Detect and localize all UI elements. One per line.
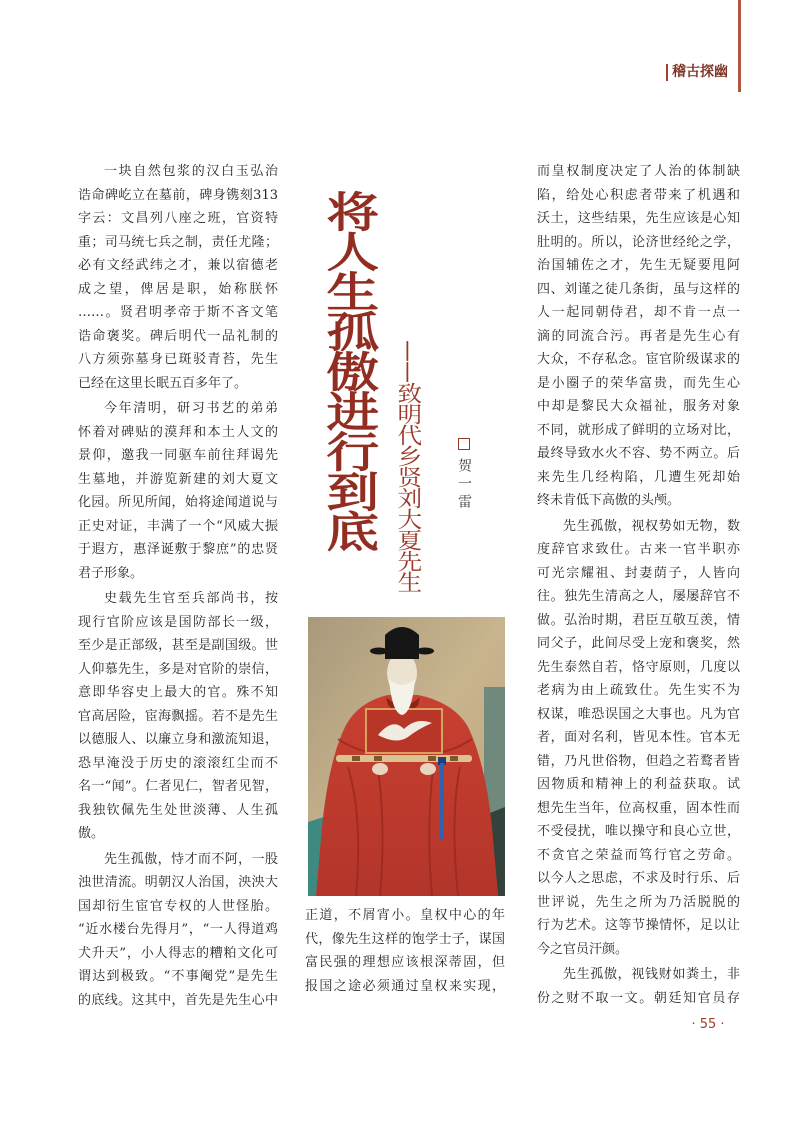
text-line: 先生孤傲，视权势如无物，数: [563, 518, 740, 534]
text-line: 四、刘谨之徒几条街，虽与这样的: [537, 281, 740, 297]
text-line: 终未肯低下高傲的头颅。: [537, 493, 681, 508]
text-line: 我独钦佩先生处世淡薄、人生孤: [78, 802, 278, 818]
page-edge-line: [738, 0, 741, 92]
text-line: 大众，不存私念。宦官阶级谋求的: [537, 352, 740, 367]
middle-column: [305, 904, 505, 998]
text-line: 正史对证，丰满了一个“风威大振: [78, 518, 278, 534]
text-line: 者，面对名利，皆见本性。官本无: [537, 730, 740, 745]
paragraph: [537, 963, 740, 1010]
text-line: 今年清明，研习书艺的弟弟: [104, 401, 278, 416]
hat: [385, 627, 419, 659]
text-line: 做。弘治时期，君臣互敬互羡，情: [537, 612, 740, 628]
text-line: 一块自然包浆的汉白玉弘治: [104, 164, 278, 179]
section-marker-bar: [666, 64, 668, 81]
text-line: 今之官员汗颜。: [537, 941, 629, 957]
hat-wing-right: [416, 648, 434, 655]
text-line: 是小圈子的荣华富贵，而先生心: [537, 375, 740, 391]
text-line: 不同，就形成了鲜明的立场对比，: [537, 422, 740, 438]
text-line: “近水楼台先得月”，“一人得道鸡: [78, 922, 278, 937]
right-column: [537, 160, 740, 1010]
text-line: 名一“闻”。仁者见仁，智者见智，: [78, 779, 278, 794]
text-line: 陷，给处心积虑者带来了机遇和: [537, 187, 740, 203]
text-line: 来先生几经构陷，几遭生死却始: [537, 469, 740, 485]
text-line: 以德服人、以廉立身和激流知退，: [78, 732, 278, 747]
text-line: 度辞官求致仕。古来一官半职亦: [537, 542, 740, 557]
left-column: [78, 160, 278, 1012]
text-line: 滴的同流合污。再者是先生心有: [537, 328, 740, 344]
text-line: 权谋，唯恐误国之大事也。凡为官: [537, 706, 740, 722]
text-line: 报国之途必须通过皇权来实现，: [305, 978, 505, 994]
text-line: 字云：文昌列八座之班，官资特: [78, 211, 278, 226]
text-line: 而皇权制度决定了人治的体制缺: [537, 164, 740, 179]
text-line: 因物质和精神上的利益获取。试: [537, 777, 740, 792]
text-line: 先生泰然自若，恪守原则，几度以: [537, 659, 740, 675]
paragraph: [78, 587, 278, 846]
page-number: · 55 ·: [691, 1017, 725, 1032]
text-line: 的底线。这其中，首先是先生心中: [78, 992, 278, 1008]
text-line: 行为艺术。这等节操情怀，足以让: [537, 918, 740, 933]
text-line: 先生孤傲，视钱财如粪土，非: [563, 967, 740, 982]
text-line: 错，乃凡世俗物，但趋之若鹜者皆: [537, 753, 740, 769]
text-line: 往。独先生清高之人，屡屡辞官不: [537, 589, 740, 604]
text-line: 成之望，俾居是职，始称朕怀: [78, 281, 278, 297]
text-line: 诰命褒奖。碑后明代一品礼制的: [78, 328, 278, 344]
text-line: 现行官阶应该是国防部长一级，: [78, 614, 278, 630]
text-line: 必有文经武纬之才，兼以宿德老: [78, 258, 278, 273]
text-line: 傲。: [78, 826, 105, 841]
text-line: 化园。所见所闻，始将途闻道说与: [78, 495, 278, 510]
text-line: 以今人之思虑，不求及时行乐、后: [537, 871, 740, 886]
text-line: 恐早淹没于历史的滚滚红尘而不: [78, 755, 278, 771]
article-title: 将人生孤傲进行到底: [319, 190, 381, 550]
text-line: 治国辅佐之才，先生无疑要甩阿: [537, 258, 740, 273]
text-line: 君子形象。: [78, 565, 144, 581]
text-line: 先生孤傲，恃才而不阿，一股: [104, 851, 278, 867]
paragraph: [78, 397, 278, 585]
portrait-image: [308, 617, 505, 896]
author-name: 贺一雷: [456, 458, 472, 512]
text-line: ……。贤君明孝帝于斯不吝文笔: [78, 305, 278, 320]
text-line: 史载先生官至兵部尚书，按: [104, 591, 278, 606]
text-line: 诰命碑屹立在墓前，碑身镌刻313: [78, 187, 278, 203]
text-line: 代，像先生这样的饱学士子，谋国: [305, 931, 505, 947]
belt-plaque: [352, 756, 360, 761]
paragraph: [78, 848, 278, 1013]
belt-plaque: [374, 756, 382, 761]
portrait-painting: [308, 617, 505, 896]
text-line: 正道，不屑宵小。皇权中心的年: [305, 908, 505, 923]
text-line: 国却衍生宦官专权的人世怪胎。: [78, 898, 278, 914]
text-line: 犬升天”，小人得志的糟粕文化可: [78, 945, 278, 961]
text-line: 人一起同朝侍君，却不肯一点一: [537, 305, 740, 320]
text-line: 可光宗耀祖、封妻荫子，人皆向: [537, 565, 740, 581]
text-line: 生墓地，并游览新建的刘大夏文: [78, 471, 278, 487]
text-line: 肚明的。所以，论济世经纶之学，: [537, 234, 740, 250]
text-line: 重；司马统七兵之制，责任尤隆；: [78, 234, 278, 250]
text-line: 怀着对碑贴的漠拜和本土人文的: [78, 424, 278, 440]
right-hand: [420, 763, 436, 775]
text-line: 沃土，这些结果，先生应该是心知: [537, 211, 740, 226]
text-line: 中却是黎民大众福祉，服务对象: [537, 399, 740, 414]
text-line: 不受侵扰，唯以操守和良心立世，: [537, 824, 740, 839]
text-line: 浊世清流。明朝汉人治国，泱泱大: [78, 875, 278, 890]
text-line: 人仰慕先生，多是对官阶的崇信，: [78, 661, 278, 677]
text-line: 于遐方，惠泽诞敷于黎庶”的忠贤: [78, 542, 278, 557]
text-line: 至少是正部级，甚至是副国级。世: [78, 638, 278, 653]
text-line: 景仰，邀我一同驱车前往拜谒先: [78, 448, 278, 463]
text-line: 富民强的理想应该根深蒂固，但: [305, 955, 505, 970]
text-line: 八方须弥墓身已斑驳青苔，先生: [78, 352, 278, 367]
belt-plaque: [428, 756, 436, 761]
left-hand: [372, 763, 388, 775]
hat-wing-left: [370, 648, 388, 655]
paragraph: [78, 160, 278, 395]
text-line: 最终导致水火不容、势不两立。后: [537, 446, 740, 461]
text-line: 谓达到极致。“不事阉党”是先生: [78, 969, 278, 984]
paragraph: [537, 160, 740, 513]
paragraph: [305, 904, 505, 998]
text-line: 官高居险，宦海飘摇。若不是先生: [78, 708, 278, 724]
text-line: 份之财不取一文。朝廷知官员存: [537, 990, 740, 1006]
text-line: 同父子，此间尽受上宠和褒奖，然: [537, 636, 740, 651]
author-box-icon: [458, 438, 470, 450]
section-label: 稽古探幽: [672, 64, 728, 80]
text-line: 意即华容史上最大的官。殊不知: [78, 685, 278, 700]
text-line: 已经在这里长眠五百多年了。: [78, 375, 248, 391]
paragraph: [537, 515, 740, 962]
belt-plaque: [450, 756, 458, 761]
text-line: 老病为由上疏致仕。先生实不为: [537, 683, 740, 698]
text-line: 不贪官之荣益而笃行官之劳命。: [537, 847, 740, 863]
text-line: 世评说，先生之所为乃活脱脱的: [537, 894, 740, 910]
article-subtitle: ——致明代乡贤刘大夏先生: [393, 340, 422, 592]
text-line: 想先生当年，位高权重，固本性而: [537, 800, 740, 816]
